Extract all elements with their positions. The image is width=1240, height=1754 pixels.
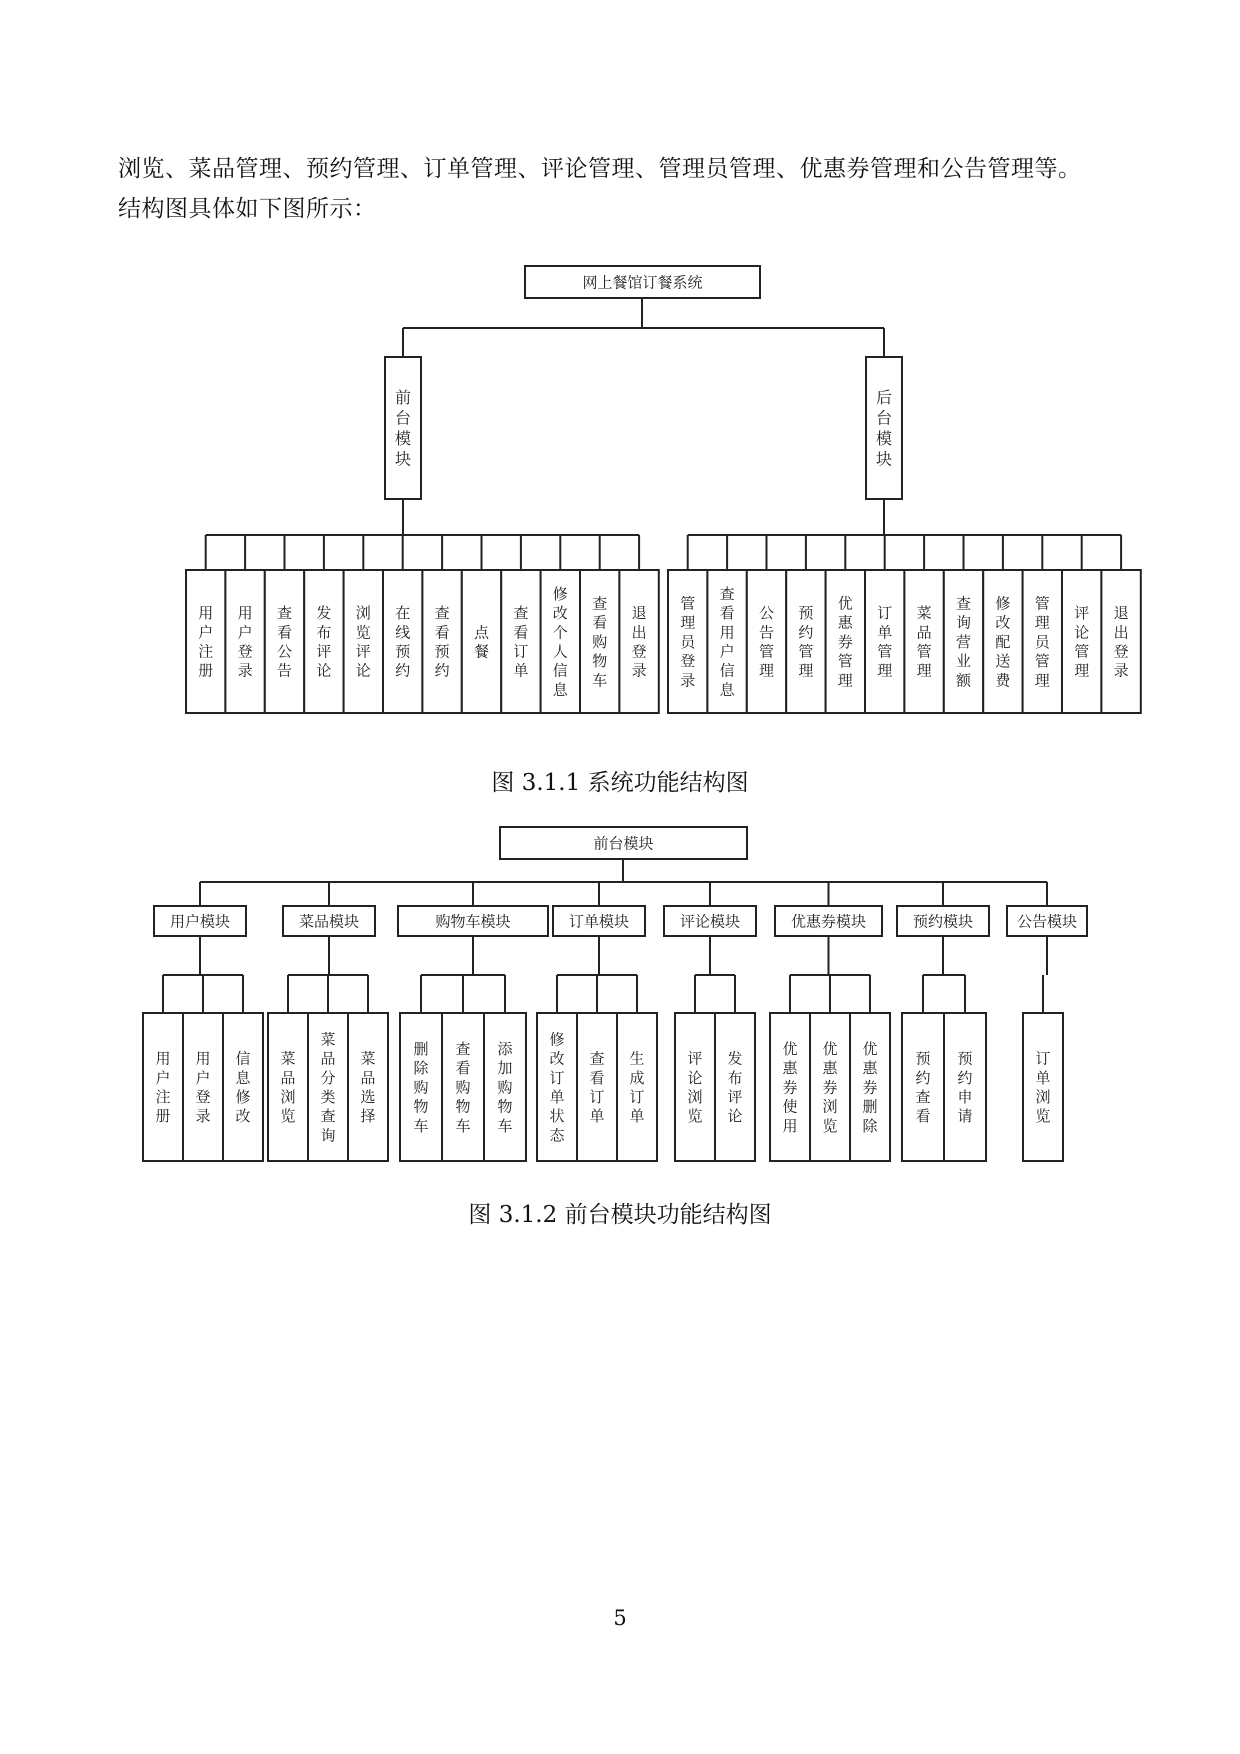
back-item-6-box [865,570,904,713]
front-item-1-box [186,570,225,713]
front-module-node-label: 前台模块 [394,388,412,469]
front-item-10-label: 修改个人信息 [552,584,568,699]
module-4-leaf-1-label: 修改订单状态 [549,1030,565,1145]
module-1-leaf-1-label: 用户注册 [155,1049,171,1126]
figure-1-caption: 图 3.1.1 系统功能结构图 [491,770,749,796]
back-item-3-box [747,570,786,713]
front-item-4-box [304,570,343,713]
module-node-3-label: 购物车模块 [435,912,511,931]
back-item-7-box [904,570,943,713]
front-item-12-box [619,570,658,713]
front-item-6-label: 在线预约 [395,604,411,680]
module-6-leaf-1-label: 优惠券使用 [782,1040,798,1135]
front-item-2-label: 用户登录 [237,604,253,680]
root-node-label: 网上餐馆订餐系统 [582,273,703,292]
module-6-leaf-2-label: 优惠券浏览 [822,1040,838,1135]
front-item-2-box [225,570,264,713]
module-4-leaf-3-label: 生成订单 [629,1049,645,1126]
module-8-leaf-1-label: 订单浏览 [1035,1049,1051,1126]
front-item-1-label: 用户注册 [198,604,214,680]
front-item-12-label: 退出登录 [631,604,647,680]
module-3-leaf-1-label: 删除购物车 [413,1040,429,1135]
module-node-7-label: 预约模块 [912,912,974,931]
front-item-3-box [265,570,304,713]
front-module-node-box [385,357,421,499]
module-1-leaf-2-label: 用户登录 [195,1049,211,1126]
back-item-7-label: 菜品管理 [916,604,932,680]
figure-2-caption: 图 3.1.2 前台模块功能结构图 [468,1202,772,1228]
module-4-leaf-2-box [577,1013,617,1161]
module-3-leaf-2-label: 查看购物车 [455,1040,471,1135]
back-module-node-label: 后台模块 [875,388,893,469]
back-item-5-label: 优惠券管理 [837,594,853,690]
back-item-9-label: 修改配送费 [995,594,1011,690]
back-item-12-box [1101,570,1140,713]
module-7-leaf-2-label: 预约申请 [957,1049,973,1126]
module-7-leaf-1-label: 预约查看 [915,1049,931,1126]
module-4-leaf-3-box [617,1013,657,1161]
module-1-leaf-1-box [143,1013,183,1161]
module-2-leaf-1-box [268,1013,308,1161]
module-4-leaf-2-label: 查看订单 [589,1049,605,1126]
module-7-leaf-2-box [944,1013,986,1161]
front-item-5-label: 浏览评论 [355,604,371,680]
body-text-line-2: 结构图具体如下图所示： [118,196,377,222]
back-item-4-box [786,570,825,713]
module-node-4-label: 订单模块 [568,912,630,931]
module-node-6-label: 优惠券模块 [790,912,867,931]
module-5-leaf-1-box [675,1013,715,1161]
back-item-8-label: 查询营业额 [955,594,972,690]
back-module-node-box [866,357,902,499]
module-5-leaf-2-label: 发布评论 [727,1049,743,1126]
module-8-leaf-1-box [1023,1013,1063,1161]
front-root-node-label: 前台模块 [593,834,654,853]
front-item-8-box [462,570,501,713]
module-node-5-label: 评论模块 [679,912,741,931]
body-text-line-1: 浏览、菜品管理、预约管理、订单管理、评论管理、管理员管理、优惠券管理和公告管理等。 [118,156,1082,182]
back-item-1-label: 管理员登录 [680,594,696,690]
module-1-leaf-2-box [183,1013,223,1161]
module-1-leaf-3-label: 信息修改 [235,1049,251,1126]
front-item-3-label: 查看公告 [276,604,293,680]
back-item-11-box [1062,570,1101,713]
module-3-leaf-3-label: 添加购物车 [497,1040,513,1135]
back-item-4-label: 预约管理 [798,604,814,680]
module-node-1-label: 用户模块 [169,912,231,931]
back-item-12-label: 退出登录 [1113,604,1129,680]
front-item-9-box [501,570,540,713]
front-item-4-label: 发布评论 [316,604,332,680]
module-5-leaf-1-label: 评论浏览 [687,1049,703,1126]
figure-1-system-structure [186,266,1141,713]
front-item-8-label: 点餐 [473,623,490,661]
module-node-2-label: 菜品模块 [298,912,360,931]
front-item-5-box [344,570,383,713]
back-item-11-label: 评论管理 [1074,604,1090,680]
module-2-leaf-1-label: 菜品浏览 [280,1049,296,1126]
front-item-7-box [422,570,461,713]
module-7-leaf-1-box [902,1013,944,1161]
front-item-6-box [383,570,422,713]
module-6-leaf-3-label: 优惠券删除 [862,1040,878,1135]
back-item-2-label: 查看用户信息 [719,584,735,699]
module-2-leaf-2-label: 菜品分类查询 [320,1030,336,1145]
module-1-leaf-3-box [223,1013,263,1161]
figure-2-front-module-structure [143,827,1087,1161]
front-item-7-label: 查看预约 [434,604,450,680]
module-5-leaf-2-box [715,1013,755,1161]
module-2-leaf-3-label: 菜品选择 [360,1049,376,1126]
back-item-6-label: 订单管理 [877,604,893,680]
module-2-leaf-3-box [348,1013,388,1161]
back-item-3-label: 公告管理 [758,604,775,680]
module-node-8-label: 公告模块 [1016,912,1078,931]
front-item-9-label: 查看订单 [513,604,529,680]
front-item-11-label: 查看购物车 [592,594,608,690]
page-number: 5 [613,1606,627,1630]
back-item-10-label: 管理员管理 [1034,594,1050,690]
